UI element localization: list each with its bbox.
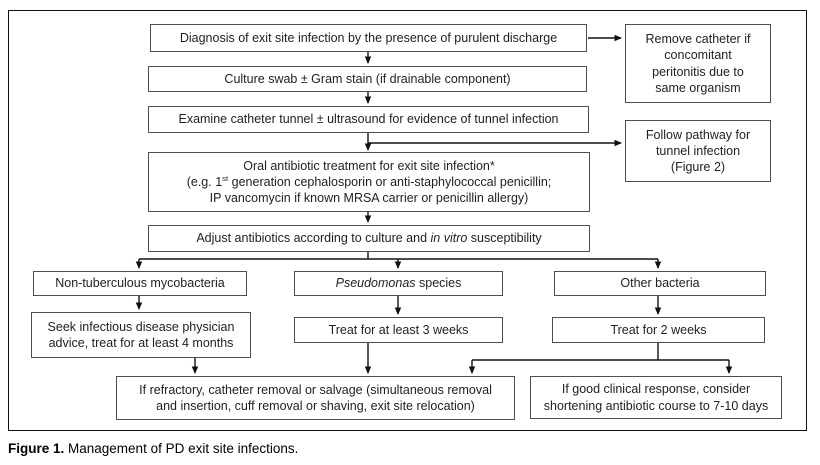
- box-ntm: [33, 271, 247, 296]
- adjust-pre: Adjust antibiotics according to culture and: [196, 231, 431, 246]
- box-treat-2-weeks: [552, 317, 765, 343]
- box-remove-catheter: [625, 24, 771, 103]
- box-ntm-label: Non-tuberculous mycobacteria: [55, 276, 225, 291]
- box-oral-antibiotic-line3: IP vancomycin if known MRSA carrier or penicillin allergy): [209, 191, 529, 206]
- oral-line2-pre: (e.g. 1: [186, 174, 223, 189]
- box-culture-swab: [148, 66, 587, 92]
- pseudomonas-italic: Pseudomonas: [335, 276, 416, 291]
- box-refractory-line2: and insertion, cuff removal or shaving, exit site relocation): [156, 399, 475, 413]
- box-refractory-line1: If refractory, catheter removal or salvage (simultaneous removal: [139, 382, 492, 397]
- figure-caption-label: Figure 1.: [8, 441, 65, 456]
- box-good-response-line1: If good clinical response, consider: [561, 382, 751, 397]
- box-diagnosis: [150, 24, 587, 52]
- box-examine-tunnel-label: Examine catheter tunnel ± ultrasound for evidence of tunnel infection: [178, 112, 559, 127]
- adjust-post: susceptibility: [467, 231, 542, 246]
- oral-line2-superscript: st: [222, 173, 229, 183]
- box-treat-3-weeks-label: Treat for at least 3 weeks: [328, 322, 469, 337]
- box-oral-antibiotic-line1: Oral antibiotic treatment for exit site infection*: [243, 158, 495, 173]
- box-good-response: [530, 376, 782, 419]
- box-follow-pathway-line2: tunnel infection: [655, 143, 741, 158]
- box-remove-catheter-line1: Remove catheter if: [645, 32, 751, 46]
- box-seek-advice-line1: Seek infectious disease physician: [47, 319, 235, 334]
- box-examine-tunnel: [148, 106, 589, 133]
- box-oral-antibiotic: [148, 152, 590, 212]
- box-remove-catheter-line3: peritonitis due to: [652, 64, 744, 79]
- box-follow-pathway-line1: Follow pathway for: [645, 127, 751, 142]
- box-other-bacteria: [554, 271, 766, 296]
- box-follow-pathway: [625, 120, 771, 182]
- box-pseudomonas-label: [336, 275, 462, 291]
- adjust-in-vitro: in vitro: [430, 231, 468, 246]
- box-adjust-antibiotics: [148, 225, 590, 252]
- box-seek-advice: [31, 312, 251, 358]
- figure-caption-text: Management of PD exit site infections.: [64, 441, 299, 456]
- box-adjust-antibiotics-label: [196, 230, 541, 246]
- box-diagnosis-label: Diagnosis of exit site infection by the presence of purulent discharge: [179, 30, 558, 45]
- box-oral-antibiotic-line2: [187, 174, 552, 190]
- pseudomonas-post: species: [415, 276, 462, 291]
- box-remove-catheter-line4: same organism: [655, 80, 741, 95]
- box-treat-3-weeks: [294, 317, 503, 343]
- box-follow-pathway-line3: (Figure 2): [670, 160, 726, 175]
- box-other-bacteria-label: Other bacteria: [620, 276, 700, 291]
- box-seek-advice-line2: advice, treat for at least 4 months: [48, 336, 234, 350]
- box-remove-catheter-line2: concomitant: [664, 48, 732, 63]
- box-refractory: [116, 376, 515, 420]
- box-culture-swab-label: Culture swab ± Gram stain (if drainable component): [224, 71, 511, 86]
- box-treat-2-weeks-label: Treat for 2 weeks: [610, 322, 707, 337]
- box-good-response-line2: shortening antibiotic course to 7-10 days: [543, 398, 769, 413]
- oral-line2-post: generation cephalosporin or anti-staphylococcal penicillin;: [228, 174, 552, 189]
- box-pseudomonas: [294, 271, 503, 296]
